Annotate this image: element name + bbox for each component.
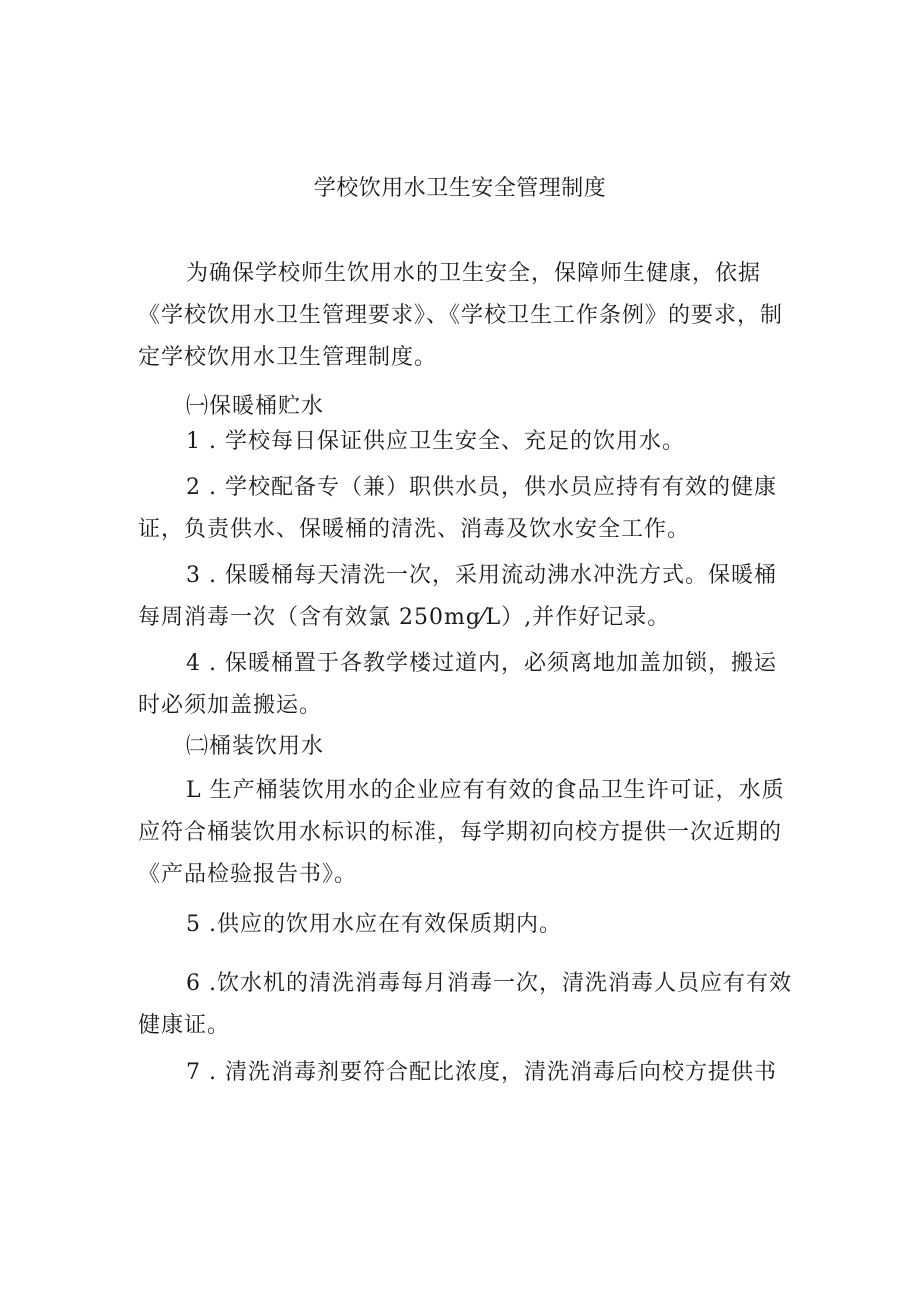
list-item: 3 . 保暖桶每天清洗一次，采用流动沸水冲洗方式。保暖桶每周消毒一次（含有效氯 250mg⁄L）,并作好记录。 — [138, 563, 777, 630]
document-title: 学校饮用水卫生安全管理制度 — [313, 176, 607, 201]
list-item: L 生产桶装饮用水的企业应有有效的食品卫生许可证，水质应符合桶装饮用水标识的标准，每学期初向校方提供一次近期的《产品检验报告书》。 — [138, 778, 785, 887]
list-item: 7 . 清洗消毒剂要符合配比浓度，清洗消毒后向校方提供书 — [186, 1060, 777, 1085]
list-item: 2 . 学校配备专（兼）职供水员，供水员应持有有效的健康证，负责供水、保暖桶的清洗、消毒及饮水安全工作。 — [138, 475, 777, 542]
list-item: 6 .饮水机的清洗消毒每月消毒一次，清洗消毒人员应有有效健康证。 — [138, 971, 792, 1038]
list-item: 5 .供应的饮用水应在有效保质期内。 — [186, 912, 562, 937]
intro-paragraph: 为确保学校师生饮用水的卫生安全，保障师生健康，依据《学校饮用水卫生管理要求》、《学校卫生工作条例》的要求，制定学校饮用水卫生管理制度。 — [138, 261, 784, 370]
list-item: 1 . 学校每日保证供应卫生安全、充足的饮用水。 — [186, 429, 685, 454]
section-heading-2: ㈡桶装饮用水 — [186, 734, 325, 759]
section-heading-1: ㈠保暖桶贮水 — [186, 394, 325, 419]
list-item: 4 . 保暖桶置于各教学楼过道内，必须离地加盖加锁，搬运时必须加盖搬运。 — [138, 651, 777, 718]
